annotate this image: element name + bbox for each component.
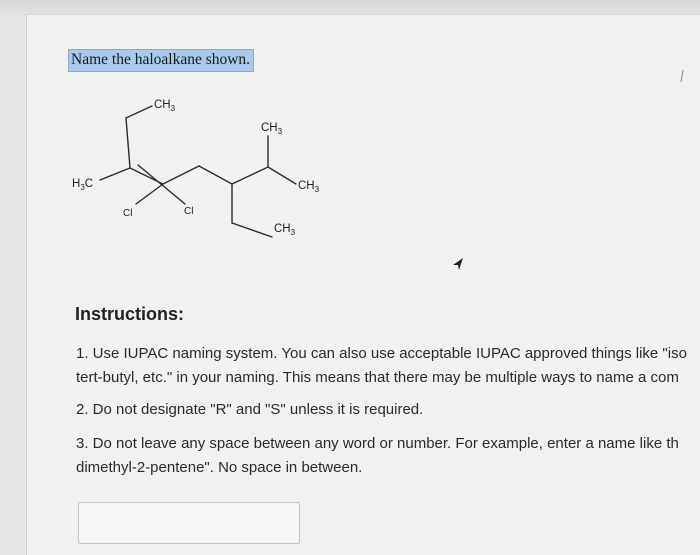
instruction-item-1 (76, 342, 700, 390)
answer-input[interactable] (78, 502, 300, 544)
instruction-3-line-1: 3. Do not leave any space between any word or number. For example, enter a name like th (76, 435, 679, 452)
bond-c4-c5 (199, 166, 232, 184)
instruction-1-line-1: 1. Use IUPAC naming system. You can also use acceptable IUPAC approved things like "iso (76, 345, 687, 362)
label-ch3-right-upper: $CH_3$ (298, 180, 320, 194)
label-ch3-top: $CH_3$ (154, 99, 176, 113)
bond-c5-c6 (232, 167, 268, 184)
bond-down-ch3 (232, 223, 272, 237)
bond-c2-up (126, 118, 130, 168)
label-cl-left: Cl (123, 208, 133, 219)
molecule-structure (60, 88, 360, 248)
bond-c6-ch3-right (268, 167, 296, 184)
label-cl-right: Cl (184, 206, 194, 217)
label-ch3-right-lower: $CH_3$ (274, 223, 296, 237)
instructions-title: Instructions: (75, 304, 185, 324)
instruction-item-2: 2. Do not designate "R" and "S" unless it is required. (76, 401, 424, 418)
question-prompt: Name the haloalkane shown. (68, 49, 254, 72)
bond-up-ch3 (126, 106, 152, 118)
edge-mark (680, 70, 684, 82)
instruction-3-line-2: dimethyl-2-pentene". No space in between. (76, 459, 363, 476)
mouse-cursor-icon (451, 256, 465, 272)
instruction-item-3 (76, 432, 700, 480)
bond-h3c-c2 (100, 168, 130, 180)
instruction-1-line-2: tert-butyl, etc." in your naming. This means that there may be multiple ways to name a com (76, 369, 679, 386)
bond-c3-c4 (163, 166, 199, 184)
label-h3c: $H_3C$ (72, 178, 94, 192)
bond-c3-cl-left (136, 184, 163, 204)
label-ch3-sub: $CH_3$ (261, 122, 283, 136)
